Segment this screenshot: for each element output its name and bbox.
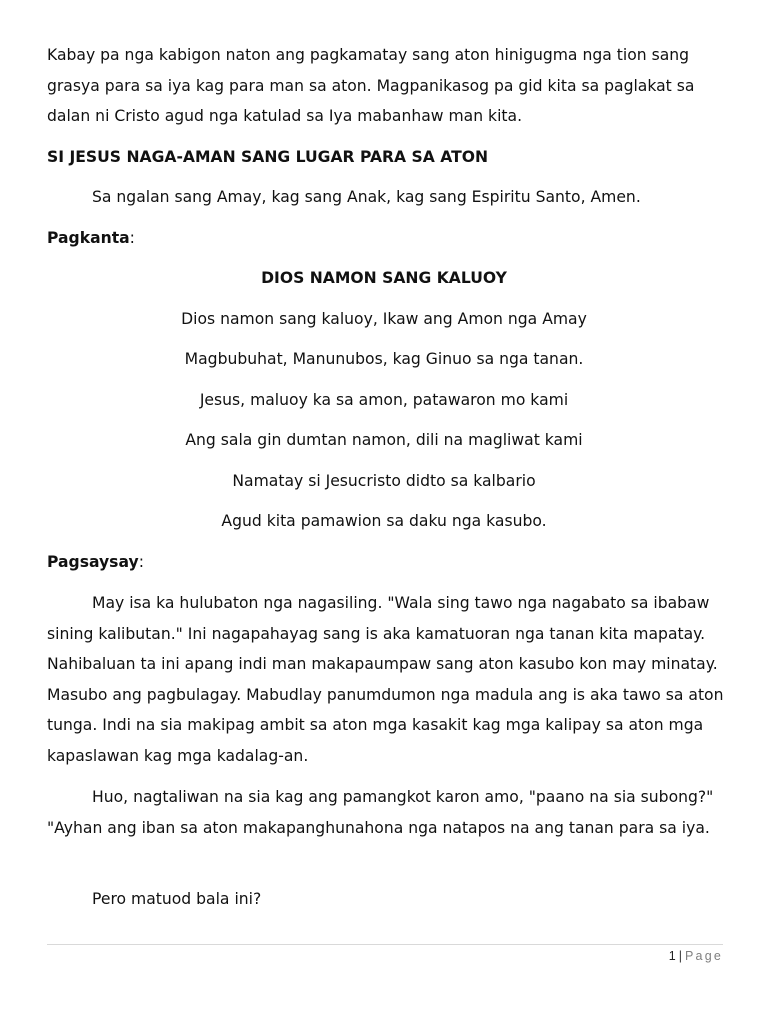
invocation-text: Sa ngalan sang Amay, kag sang Anak, kag sang Espiritu Santo, Amen. [92,188,641,206]
song-title: DIOS NAMON SANG KALUOY [261,269,507,287]
pagsaysay-colon: : [138,553,144,571]
pagsaysay-label-text: Pagsaysay [47,553,139,571]
page-footer [669,947,723,965]
song-line: Agud kita pamawion sa daku nga kasubo. [221,512,547,530]
footer-separator: | [678,949,682,963]
song-line: Ang sala gin dumtan namon, dili na magliwat kami [185,431,583,449]
pagsaysay-label [47,551,144,573]
pagkanta-label-text: Pagkanta [47,229,130,247]
pagkanta-colon: : [129,229,135,247]
pagkanta-label [47,227,135,249]
song-line: Magbubuhat, Manunubos, kag Ginuo sa nga tanan. [184,350,584,368]
pagsaysay-paragraph: May isa ka hulubaton nga nagasiling. "Wala sing tawo nga nagabato sa ibabaw sining kalibutan." Ini nagapahayag sang is aka kamatuoran nga tanan kita mapatay. Nahibaluan ta ini apang indi man makapaumpaw sang aton kasubo kon may minatay. Masubo ang pagbulagay. Mabudlay panumdumon nga madula ang is aka tawo sa aton tunga. Indi na sia makipag ambit sa aton mga kasakit kag mga kalipay sa aton mga kapaslawan kag mga kadalag-an. [47,594,724,765]
page-number: 1 [668,949,676,963]
song-line: Dios namon sang kaluoy, Ikaw ang Amon nga Amay [181,310,587,328]
page-label: Page [685,949,723,963]
song-line: Jesus, maluoy ka sa amon, patawaron mo kami [199,391,569,409]
pagsaysay-paragraph: Pero matuod bala ini? [92,890,262,908]
footer-divider [47,944,723,945]
section-heading: SI JESUS NAGA-AMAN SANG LUGAR PARA SA ATON [47,148,489,166]
song-line: Namatay si Jesucristo didto sa kalbario [232,472,536,490]
pagsaysay-paragraph: Huo, nagtaliwan na sia kag ang pamangkot karon amo, "paano na sia subong?" "Ayhan ang iban sa aton makapanghunahona nga natapos na ang tanan para sa iya. [47,788,714,837]
intro-paragraph: Kabay pa nga kabigon naton ang pagkamatay sang aton hinigugma nga tion sang grasya para sa iya kag para man sa aton. Magpanikasog pa gid kita sa paglakat sa dalan ni Cristo agud nga katulad sa Iya mabanhaw man kita. [47,46,695,125]
